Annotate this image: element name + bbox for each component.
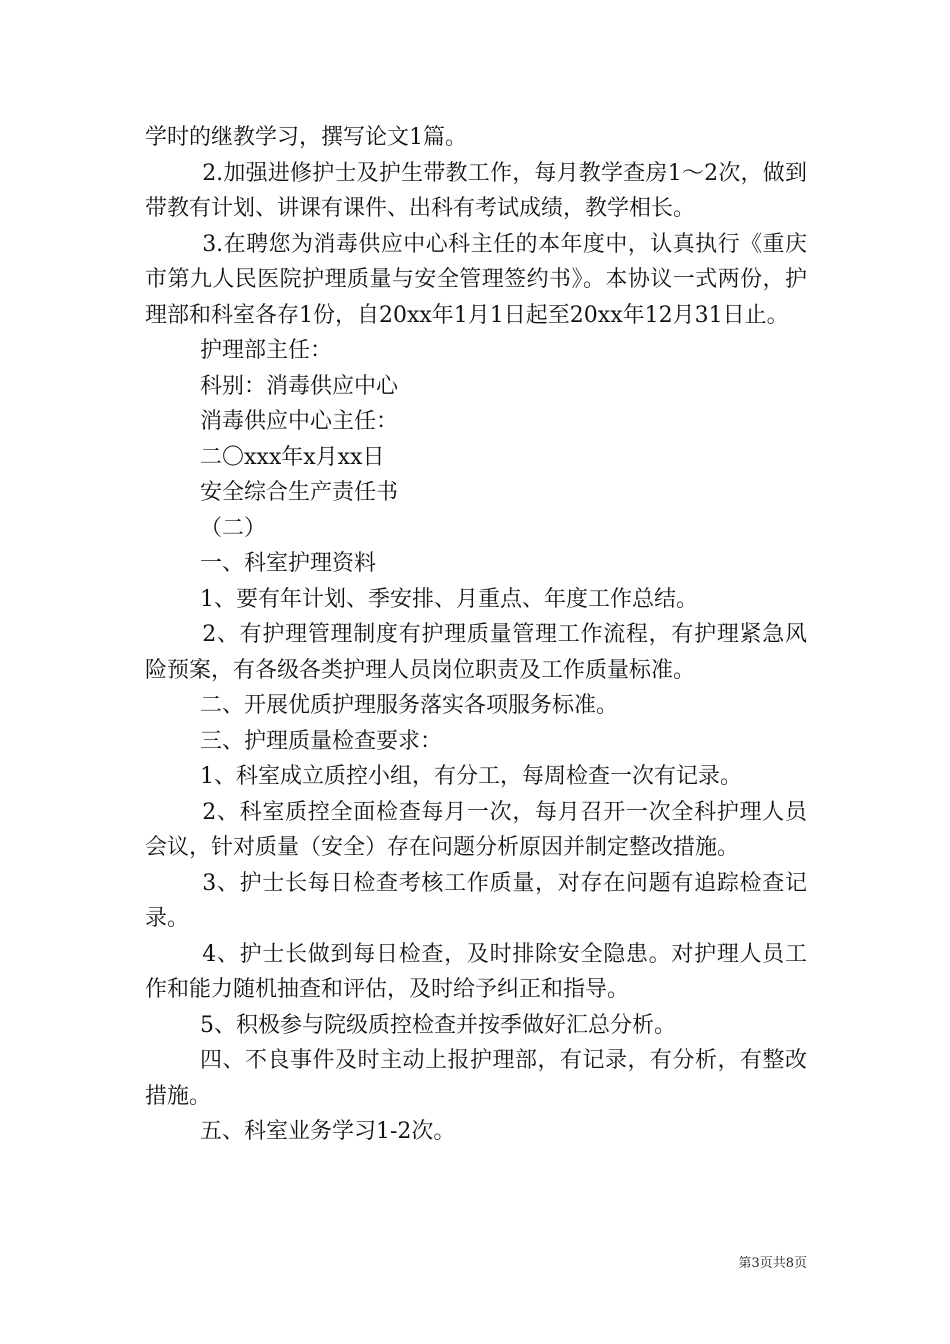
signature-center-director: 消毒供应中心主任： <box>200 409 399 434</box>
signature-date: 二〇xxx年x月xx日 <box>200 444 385 470</box>
signature-department: 科别：消毒供应中心 <box>200 373 399 399</box>
heading-1: 一、科室护理资料 <box>200 551 377 576</box>
paragraph-item-3: 3.在聘您为消毒供应中心科主任的本年度中，认真执行《重庆市第九人民医院护理质量与安全管理签约书》。本协议一式两份，护理部和科室各存1份，自20xx年1月1日起至20xx年12月31日止。 <box>145 231 807 328</box>
heading-5: 五、科室业务学习1-2次。 <box>200 1119 456 1144</box>
section-title: 安全综合生产责任书 <box>200 480 399 505</box>
document-body <box>145 120 807 1150</box>
paragraph-item-2: 2.加强进修护士及护生带教工作，每月教学查房1～2次，做到带教有计划、讲课有课件、出科有考试成绩，教学相长。 <box>145 160 807 221</box>
heading-2: 二、开展优质护理服务落实各项服务标准。 <box>200 693 619 718</box>
heading-4: 四、不良事件及时主动上报护理部，有记录，有分析，有整改措施。 <box>145 1048 807 1109</box>
list-item: 3、护士长每日检查考核工作质量，对存在问题有追踪检查记录。 <box>145 870 807 931</box>
list-item: 4、护士长做到每日检查，及时排除安全隐患。对护理人员工作和能力随机抽查和评估，及时给予纠正和指导。 <box>145 941 807 1002</box>
signature-nursing-director: 护理部主任： <box>200 338 333 363</box>
list-item: 2、有护理管理制度有护理质量管理工作流程，有护理紧急风险预案，有各级各类护理人员岗位职责及工作质量标准。 <box>145 622 807 683</box>
page-number: 第3页共8页 <box>738 1256 807 1271</box>
section-subtitle: （二） <box>200 515 267 541</box>
list-item: 1、要有年计划、季安排、月重点、年度工作总结。 <box>200 586 698 612</box>
paragraph-continuation: 学时的继教学习，撰写论文1篇。 <box>145 125 467 150</box>
heading-3: 三、护理质量检查要求： <box>200 728 443 754</box>
list-item: 2、科室质控全面检查每月一次，每月召开一次全科护理人员会议，针对质量（安全）存在问题分析原因并制定整改措施。 <box>145 799 807 860</box>
list-item: 1、科室成立质控小组，有分工，每周检查一次有记录。 <box>200 764 742 789</box>
list-item: 5、积极参与院级质控检查并按季做好汇总分析。 <box>200 1012 676 1038</box>
